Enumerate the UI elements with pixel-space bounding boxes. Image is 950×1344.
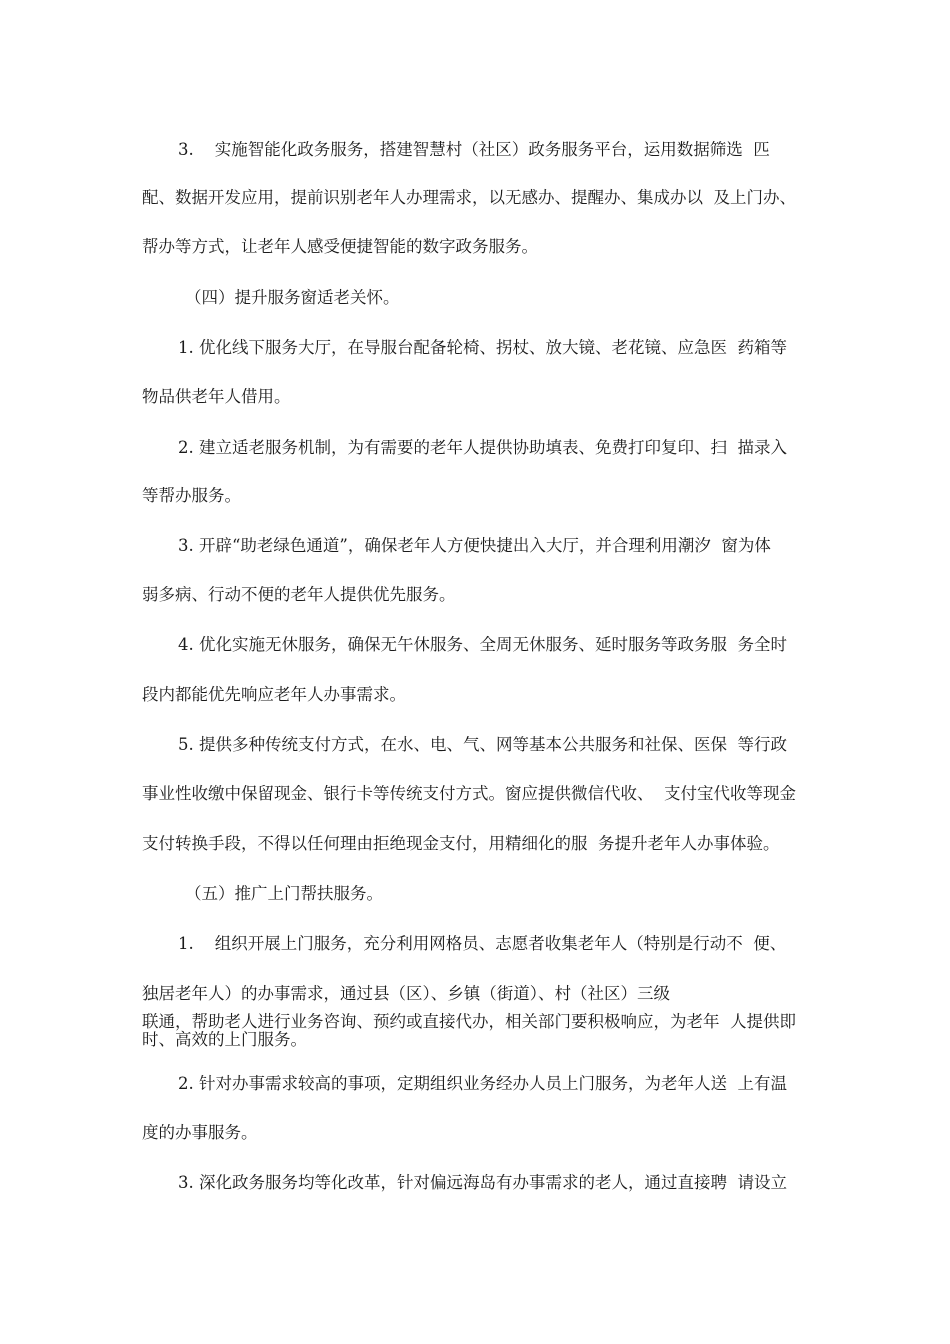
paragraph-line: 配、数据开发应用，提前识别老年人办理需求，以无感办、提醒办、集成办以 及上门办、 (142, 188, 796, 207)
paragraph-line: 时、高效的上门服务。 (142, 1030, 307, 1049)
paragraph-line: 物品供老年人借用。 (142, 387, 291, 406)
paragraph-line: 3. 实施智能化政务服务，搭建智慧村（社区）政务服务平台，运用数据筛选 匹 (178, 140, 770, 159)
paragraph-line: 弱多病、行动不便的老年人提供优先服务。 (142, 585, 456, 604)
paragraph-line: 事业性收缴中保留现金、银行卡等传统支付方式。窗应提供微信代收、 支付宝代收等现金 (142, 784, 796, 803)
section-heading: （四）提升服务窗适老关怀。 (185, 288, 400, 307)
paragraph-line: 支付转换手段，不得以任何理由拒绝现金支付，用精细化的服 务提升老年人办事体验。 (142, 834, 780, 853)
paragraph-line: 2. 针对办事需求较高的事项，定期组织业务经办人员上门服务，为老年人送 上有温 (178, 1074, 787, 1093)
section-heading: （五）推广上门帮扶服务。 (185, 884, 383, 903)
paragraph-line: 等帮办服务。 (142, 486, 241, 505)
paragraph-line: 3. 开辟“助老绿色通道”，确保老年人方便快捷出入大厅，并合理利用潮汐 窗为体 (178, 536, 771, 555)
paragraph-line: 帮办等方式，让老年人感受便捷智能的数字政务服务。 (142, 237, 538, 256)
paragraph-line: 3. 深化政务服务均等化改革，针对偏远海岛有办事需求的老人，通过直接聘 请设立 (178, 1173, 787, 1192)
paragraph-line: 1. 组织开展上门服务，充分利用网格员、志愿者收集老年人（特别是行动不 便、 (178, 934, 787, 953)
paragraph-line: 4. 优化实施无休服务，确保无午休服务、全周无休服务、延时服务等政务服 务全时 (178, 635, 787, 654)
paragraph-line: 独居老年人）的办事需求，通过县（区）、乡镇（街道）、村（社区）三级 (142, 984, 670, 1003)
paragraph-line: 5. 提供多种传统支付方式，在水、电、气、网等基本公共服务和社保、医保 等行政 (178, 735, 787, 754)
paragraph-line: 2. 建立适老服务机制，为有需要的老年人提供协助填表、免费打印复印、扫 描录入 (178, 438, 787, 457)
paragraph-line: 联通，帮助老人进行业务咨询、预约或直接代办，相关部门要积极响应，为老年 人提供即 (142, 1012, 796, 1031)
paragraph-line: 度的办事服务。 (142, 1123, 258, 1142)
paragraph-line: 段内都能优先响应老年人办事需求。 (142, 685, 406, 704)
paragraph-line: 1. 优化线下服务大厅，在导服台配备轮椅、拐杖、放大镜、老花镜、应急医 药箱等 (178, 338, 787, 357)
